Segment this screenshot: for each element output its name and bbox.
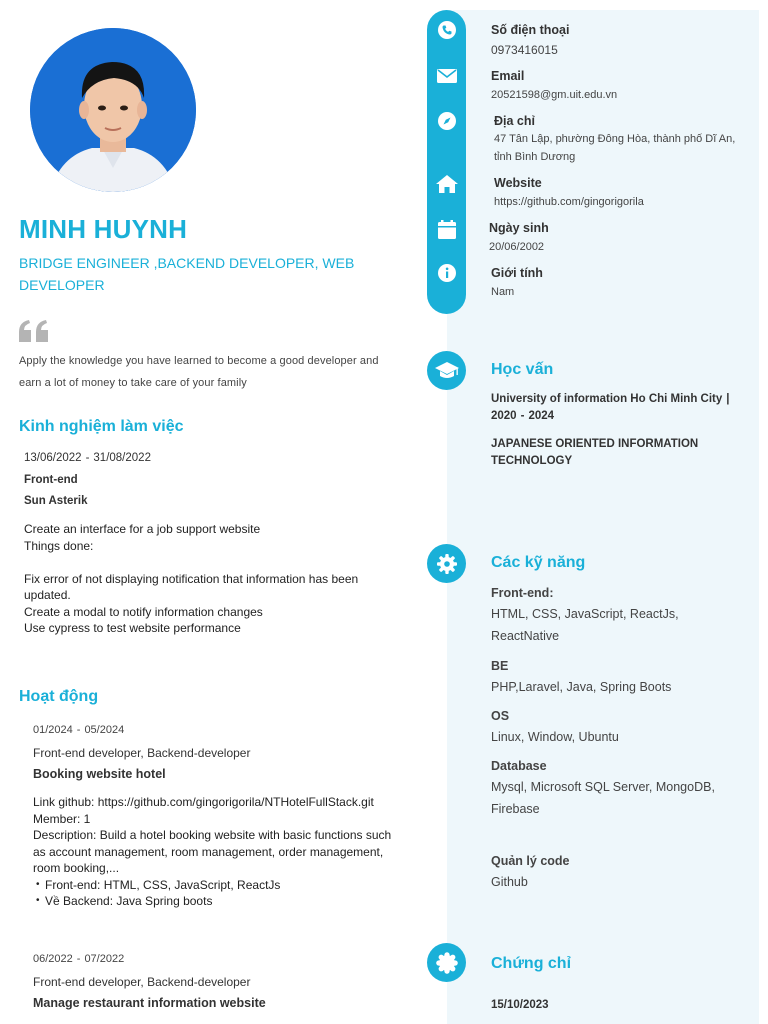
experience-company: Sun Asterik [24, 495, 88, 507]
activities-section-title: Hoạt động [19, 688, 99, 705]
compass-icon [427, 108, 466, 134]
quote-icon [19, 320, 49, 347]
address-label: Địa chỉ [494, 114, 535, 128]
activity-dates: 06/2022 - 07/2022 [33, 953, 125, 965]
email-value: 20521598@gm.uit.edu.vn [491, 89, 618, 101]
address-value: 47 Tân Lập, phường Đông Hòa, thành phố Dĩ An, tỉnh Bình Dương [494, 133, 736, 163]
experience-line: Create a modal to notify information changes [24, 604, 263, 619]
experience-description [24, 521, 384, 637]
experience-end-date: 31/08/2022 [93, 452, 151, 464]
skill-value: Linux, Window, Ubuntu [491, 730, 619, 744]
gear-icon [427, 544, 466, 583]
home-icon [427, 171, 466, 197]
phone-label: Số điện thoại [491, 23, 570, 37]
activity-start-date: 01/2024 [33, 724, 73, 736]
education-start-year: 2020 [491, 410, 517, 422]
activity-name: Manage restaurant information website [33, 996, 266, 1010]
experience-position: Front-end [24, 474, 78, 486]
graduation-cap-icon [427, 351, 466, 390]
experience-line: Fix error of not displaying notification that information has been updated. [24, 571, 362, 602]
skill-category: BE [491, 659, 509, 673]
career-objective: Apply the knowledge you have learned to become a good developer and earn a lot of money to take care of your family [19, 355, 379, 389]
calendar-icon [427, 216, 466, 242]
skill-value: HTML, CSS, JavaScript, ReactJs, ReactNative [491, 607, 679, 643]
activity-role: Front-end developer, Backend-developer [33, 746, 251, 760]
activity-name: Booking website hotel [33, 767, 166, 781]
skill-category: Front-end: [491, 586, 554, 600]
website-label: Website [494, 176, 542, 190]
experience-line [24, 554, 384, 571]
birthday-value: 20/06/2002 [489, 241, 545, 253]
experience-section-title: Kinh nghiệm làm việc [19, 418, 184, 435]
activity-tech-list [33, 877, 393, 910]
gender-label: Giới tính [491, 266, 543, 280]
skill-category: Database [491, 759, 547, 773]
email-label: Email [491, 69, 525, 83]
candidate-role: BRIDGE ENGINEER ,BACKEND DEVELOPER, WEB DEVELOPER [19, 255, 355, 293]
experience-line: Things done: [24, 538, 94, 553]
skill-value: Github [491, 875, 528, 889]
certificates-section-title: Chứng chỉ [491, 955, 572, 972]
activity-line: Member: 1 [33, 811, 91, 826]
activity-description [33, 794, 393, 910]
phone-value: 0973416015 [491, 43, 558, 57]
activity-tech-item: • Về Backend: Java Spring boots [33, 893, 393, 910]
certificate-icon [427, 943, 466, 982]
activity-line: Description: Build a hotel booking website with basic functions such as account management, room management, order management, room booking,... [33, 828, 395, 875]
avatar [30, 28, 196, 192]
contact-icon-bar [427, 10, 466, 314]
certificate-date: 15/10/2023 [491, 999, 549, 1011]
education-school: University of information Ho Chi Minh City | 2020 - 2024 [491, 393, 730, 422]
activity-end-date: 05/2024 [84, 724, 125, 736]
info-icon [427, 260, 466, 286]
activity-line: Link github: https://github.com/gingorigorila/NTHotelFullStack.git [33, 795, 374, 809]
experience-start-date: 13/06/2022 [24, 452, 82, 464]
education-major: JAPANESE ORIENTED INFORMATION TECHNOLOGY [491, 438, 699, 467]
activity-tech-item: • Front-end: HTML, CSS, JavaScript, ReactJs [33, 877, 393, 894]
school-name: University of information Ho Chi Minh City [491, 393, 723, 405]
candidate-name: MINH HUYNH [19, 214, 188, 244]
skill-category: Quản lý code [491, 854, 570, 868]
phone-icon [427, 17, 466, 43]
gender-value: Nam [491, 286, 515, 298]
website-link[interactable]: https://github.com/gingorigorila [494, 196, 644, 208]
activity-dates: 01/2024 - 05/2024 [33, 724, 125, 736]
experience-dates: 13/06/2022 - 31/08/2022 [24, 452, 151, 464]
activity-role: Front-end developer, Backend-developer [33, 975, 251, 989]
education-end-year: 2024 [528, 410, 555, 422]
activity-start-date: 06/2022 [33, 953, 73, 965]
birthday-label: Ngày sinh [489, 221, 549, 235]
skill-category: OS [491, 709, 510, 723]
email-icon [427, 63, 466, 89]
experience-line: Create an interface for a job support website [24, 522, 261, 536]
education-section-title: Học vấn [491, 361, 554, 378]
skill-value: Mysql, Microsoft SQL Server, MongoDB, Firebase [491, 780, 715, 816]
skills-section-title: Các kỹ năng [491, 554, 586, 571]
skill-value: PHP,Laravel, Java, Spring Boots [491, 680, 672, 694]
experience-line: Use cypress to test website performance [24, 621, 241, 635]
activity-end-date: 07/2022 [84, 953, 125, 965]
